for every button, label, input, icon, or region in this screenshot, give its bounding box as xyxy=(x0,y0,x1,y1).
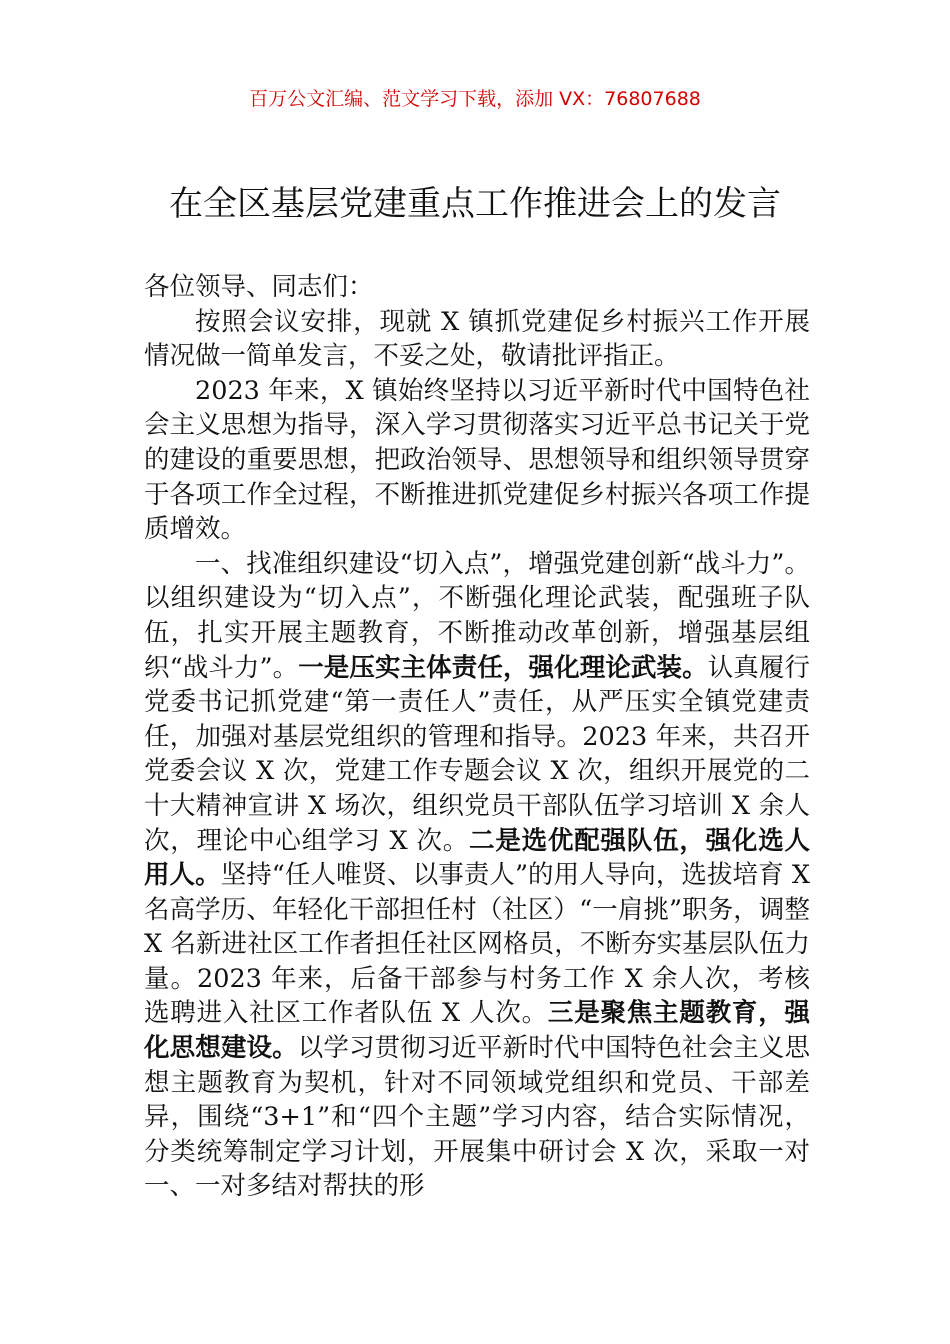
paragraph-intro: 按照会议安排，现就 X 镇抓党建促乡村振兴工作开展情况做一简单发言，不妥之处，敬请批评指正。 xyxy=(144,306,810,372)
point-one-heading: 一是压实主体责任，强化理论武装。 xyxy=(298,652,708,683)
paragraph-section-one xyxy=(144,547,810,1204)
header-banner: 百万公文汇编、范文学习下载，添加 VX：76807688 xyxy=(249,88,701,110)
page-title: 在全区基层党建重点工作推进会上的发言 xyxy=(169,184,781,224)
point-two-heading: 二是选优配强队伍，强化选人用人。 xyxy=(144,825,810,891)
greeting: 各位领导、同志们： xyxy=(144,272,374,302)
point-three-heading: 三是聚焦主题教育，强化思想建设。 xyxy=(144,998,810,1064)
point-one-text: 认真履行党委书记抓党建“第一责任人”责任，从严压实全镇党建责任，加强对基层党组织的管理和指导。2023 年来，共召开党委会议 X 次，党建工作专题会议 X 次，组织开展党的二十大精神宣讲 X 场次，组织党员干部队伍学习培训 X 余人次，理论中心组学习 X 次。 xyxy=(144,652,810,856)
section-one-intro: 一、找准组织建设“切入点”，增强党建创新“战斗力”。以组织建设为“切入点”，不断强化理论武装，配强班子队伍，扎实开展主题教育，不断推动改革创新，增强基层组织“战斗力”。 xyxy=(144,548,810,683)
paragraph-overview: 2023 年来，X 镇始终坚持以习近平新时代中国特色社会主义思想为指导，深入学习贯彻落实习近平总书记关于党的建设的重要思想，把政治领导、思想领导和组织领导贯穿于各项工作全过程，不断推进抓党建促乡村振兴各项工作提质增效。 xyxy=(144,375,810,545)
point-three-text: 以学习贯彻习近平新时代中国特色社会主义思想主题教育为契机，针对不同领域党组织和党员、干部差异，围绕“3+1”和“四个主题”学习内容，结合实际情况，分类统筹制定学习计划，开展集中研讨会 X 次，采取一对一、一对多结对帮扶的形 xyxy=(144,1033,810,1202)
point-two-text: 坚持“任人唯贤、以事责人”的用人导向，选拔培育 X 名高学历、年轻化干部担任村（社区）“一肩挑”职务，调整 X 名新进社区工作者担任社区网格员，不断夯实基层队伍力量。2023 年来，后备干部参与村务工作 X 余人次，考核选聘进入社区工作者队伍 X 人次。 xyxy=(144,860,810,1029)
document-body xyxy=(144,270,810,1204)
